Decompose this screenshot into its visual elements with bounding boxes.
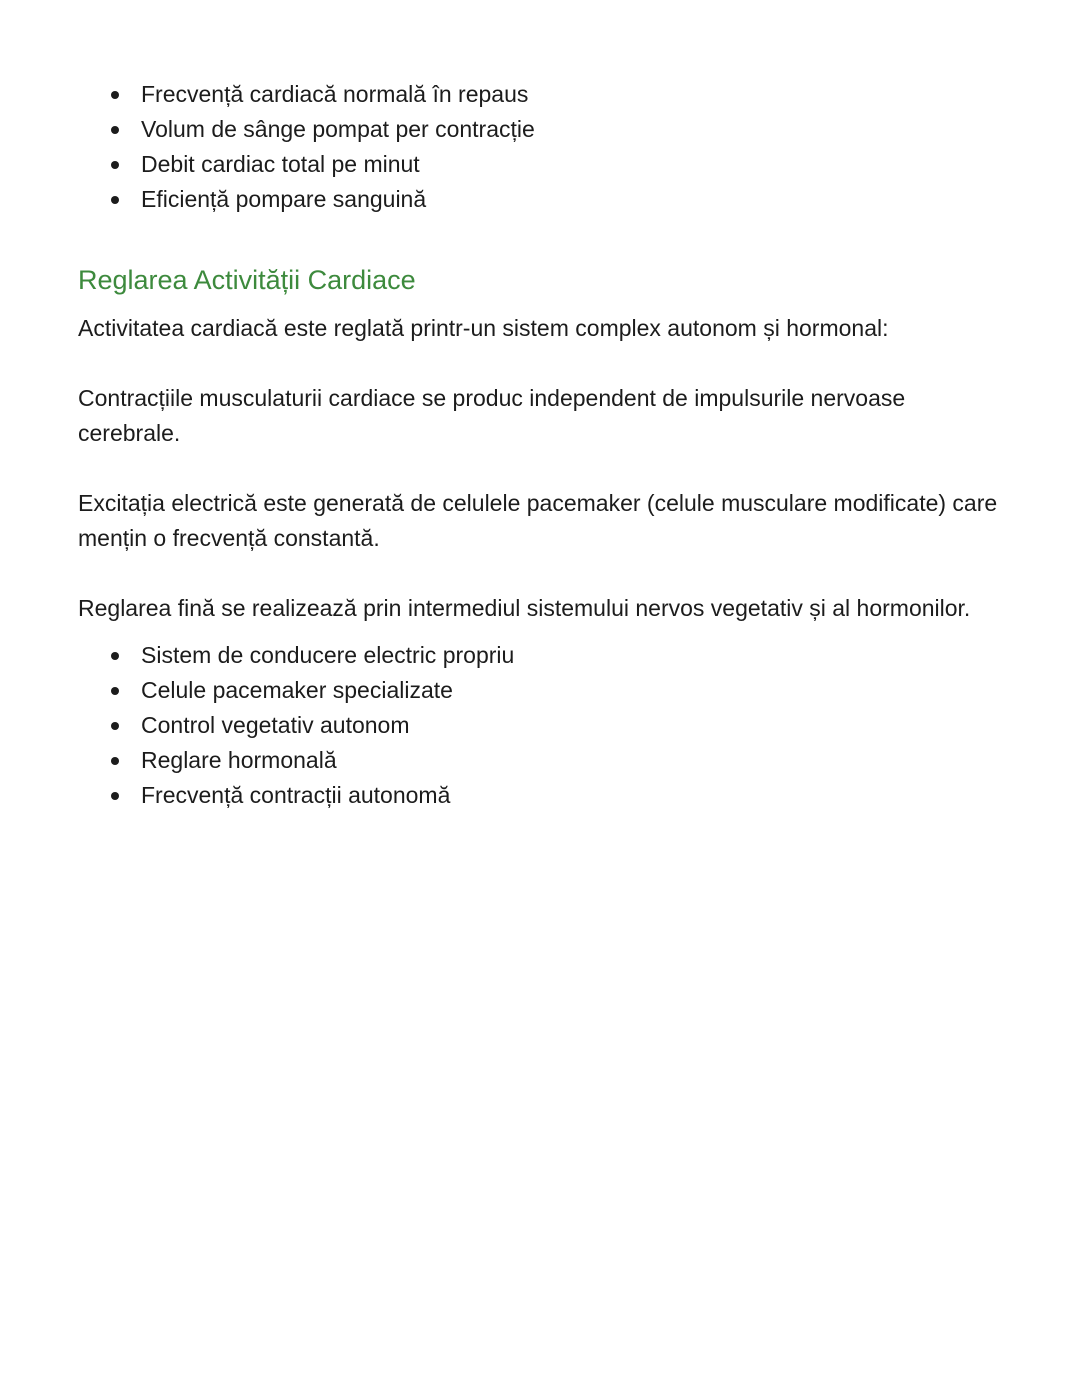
contractions-paragraph: Contracțiile musculaturii cardiace se produc independent de impulsurile nervoase cerebrale. [78,385,906,446]
regulation-paragraph: Reglarea fină se realizează prin intermediul sistemului nervos vegetativ și al hormonilor. [78,595,971,621]
cardiac-parameters-list [108,77,535,217]
list-item: Volum de sânge pompat per contracție [108,112,535,147]
list-item: Debit cardiac total pe minut [108,147,535,182]
regulation-mechanisms-list [108,638,514,813]
list-item: Reglare hormonală [108,743,514,778]
list-item: Sistem de conducere electric propriu [108,638,514,673]
excitation-paragraph: Excitația electrică este generată de celulele pacemaker (celule musculare modificate) care mențin o frecvență constantă. [78,490,998,551]
list-item: Control vegetativ autonom [108,708,514,743]
intro-paragraph: Activitatea cardiacă este reglată printr-un sistem complex autonom și hormonal: [78,315,889,341]
list-item: Frecvență cardiacă normală în repaus [108,77,535,112]
list-item: Frecvență contracții autonomă [108,778,514,813]
section-heading: Reglarea Activității Cardiace [78,265,416,295]
list-item: Celule pacemaker specializate [108,673,514,708]
list-item: Eficiență pompare sanguină [108,182,535,217]
